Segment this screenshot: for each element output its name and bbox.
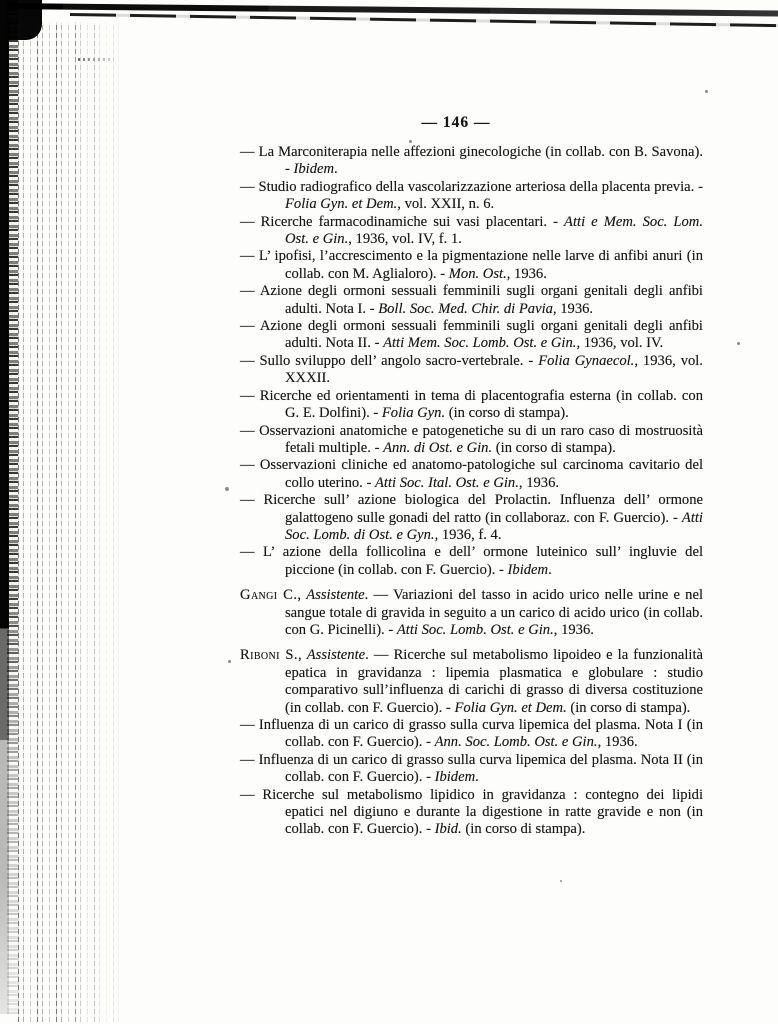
bibliography-entry bbox=[240, 283, 703, 318]
bibliography-entry bbox=[240, 214, 703, 249]
text-run: Atti Soc. Lomb. Ost. e Gin. bbox=[396, 621, 554, 638]
text-run: — Ricerche ed orientamenti in tema di placentografia esterna (in collab. con G. E. Dolfini). - bbox=[240, 387, 703, 422]
bibliography-entry bbox=[240, 318, 703, 353]
text-run: — La Marconiterapia nelle affezioni ginecologiche (in collab. con B. Savona). - bbox=[240, 144, 703, 178]
bibliography-entry bbox=[240, 457, 703, 492]
page-number: — 146 — bbox=[421, 114, 491, 131]
text-run: — Influenza di un carico di grasso sulla curva lipemica del plasma. Nota I (in collab. con F. Guercio). - bbox=[240, 717, 703, 751]
text-run: — Ricerche sull’ azione biologica del Prolactin. Influenza dell’ ormone galattogeno sulle gonadi del ratto (in collaboraz. con F. Guercio). - bbox=[240, 492, 703, 526]
scan-speck bbox=[409, 140, 412, 143]
bibliography-entry bbox=[240, 179, 703, 214]
text-run: — Studio radiografico della vascolarizzazione arteriosa della placenta previa. - bbox=[240, 178, 703, 195]
text-run: , 1936, f. 4. bbox=[434, 526, 502, 543]
text-run: Folia Gynaecol. bbox=[538, 352, 635, 369]
text-run: — L’ ipofisi, l’accrescimento e la pigmentazione nelle larve di anfibi anuri (in collab. con M. Aglialoro). - bbox=[240, 248, 703, 282]
scan-speck bbox=[560, 880, 562, 882]
text-run: Boll. Soc. Med. Chir. di Pavia bbox=[378, 300, 553, 317]
text-run: (in corso di stampa). bbox=[461, 821, 586, 838]
bibliography-entry bbox=[240, 752, 703, 787]
scan-artifact-edge-texture bbox=[7, 0, 18, 1014]
text-run: , bbox=[297, 647, 307, 664]
text-run: , 1936, vol. XXXII. bbox=[285, 352, 703, 387]
text-run: Folia Gyn. bbox=[381, 405, 446, 422]
text-run: , 1936. bbox=[518, 474, 560, 491]
text-run: — Ricerche sul metabolismo lipidico in gravidanza : contegno dei lipidi epatici nel digiuno e durante la digestione in ratte gravide e non (in collab. con F. Guercio). - bbox=[240, 786, 703, 838]
text-run: Folia Gyn. et Dem. bbox=[454, 699, 567, 716]
text-run: Ibidem bbox=[293, 161, 335, 178]
text-run: Ann. di Ost. e Gin. bbox=[383, 439, 493, 456]
text-run: Ibidem bbox=[507, 561, 549, 578]
bibliography-entry bbox=[240, 492, 703, 544]
text-run: . bbox=[548, 561, 552, 578]
bibliography-list bbox=[240, 144, 703, 839]
scan-speck bbox=[225, 487, 229, 491]
scan-speck bbox=[705, 90, 708, 93]
text-run: Folia Gyn. et Dem. bbox=[285, 196, 398, 213]
text-run: Riboni S. bbox=[240, 647, 298, 664]
text-run: Gangi C. bbox=[240, 587, 298, 604]
text-run: — Azione degli ormoni sessuali femminili sugli organi genitali degli anfibi adulti. Nota I. - bbox=[240, 283, 703, 317]
text-run: . — Ricerche sul metabolismo lipoideo e la funzionalità epatica in gravidanza : lipemia plasmatica e globulare : studio comparativo sull’influenza di carichi di grasso di diversa costituzione (in collab. con F. Guercio). - bbox=[285, 647, 704, 716]
text-run: — Osservazioni cliniche ed anatomo-patologiche sul carcinoma cavitario del collo uterino. - bbox=[240, 457, 703, 491]
text-run: Mon. Ost. bbox=[448, 265, 507, 282]
text-run: (in corso di stampa). bbox=[566, 699, 691, 716]
bibliography-entry bbox=[240, 717, 703, 752]
text-run: — Influenza di un carico di grasso sulla curva lipemica del plasma. Nota II (in collab. con F. Guercio). - bbox=[240, 751, 703, 786]
text-run: , 1936. bbox=[553, 621, 594, 638]
text-run: , 1936. bbox=[552, 300, 594, 317]
text-run: , bbox=[297, 587, 307, 604]
bibliography-entry bbox=[240, 144, 703, 179]
scan-speck bbox=[737, 342, 740, 345]
scan-artifact-top-streak bbox=[0, 3, 778, 17]
scan-artifact-gutter-streaks bbox=[18, 22, 120, 1022]
scan-artifact-left-edge bbox=[0, 0, 9, 1014]
bibliography-entry bbox=[240, 787, 703, 839]
text-run: Ann. Soc. Lomb. Ost. e Gin. bbox=[434, 734, 598, 751]
text-run: , vol. XXII, n. 6. bbox=[397, 196, 495, 213]
text-run: Atti Mem. Soc. Lomb. Ost. e Gin. bbox=[383, 335, 577, 352]
text-run: Ibidem bbox=[434, 769, 476, 786]
text-run: , 1936. bbox=[506, 265, 547, 282]
scan-speck bbox=[228, 660, 231, 663]
text-run: . bbox=[475, 769, 479, 786]
bibliography-entry bbox=[240, 587, 703, 639]
scan-artifact-top-streak bbox=[70, 13, 778, 27]
text-run: — Sullo sviluppo dell’ angolo sacro-vertebrale. - bbox=[240, 352, 539, 369]
scan-artifact-top-mark bbox=[78, 58, 114, 61]
text-run: — Ricerche farmacodinamiche sui vasi placentari. - bbox=[240, 213, 565, 230]
text-run: (in corso di stampa). bbox=[492, 439, 616, 456]
text-run: . bbox=[334, 161, 338, 178]
bibliography-entry bbox=[240, 388, 703, 423]
bibliography-entry bbox=[240, 544, 703, 579]
text-run: , 1936, vol. IV, f. 1. bbox=[348, 231, 462, 248]
text-run: — Azione degli ormoni sessuali femminili sugli organi genitali degli anfibi adulti. Nota II. - bbox=[240, 318, 703, 352]
bibliography-entry bbox=[240, 248, 703, 283]
scan-artifact-corner-blob bbox=[0, 0, 42, 40]
text-run: . — Variazioni del tasso in acido urico nelle urine e nel sangue totale di gravida in seguito a un carico di acido urico (in collab. con G. Picinelli). - bbox=[285, 587, 703, 638]
text-run: Ibid. bbox=[434, 821, 462, 838]
text-run: — Osservazioni anatomiche e patogenetiche su di un raro caso di mostruosità fetali multiple. - bbox=[240, 422, 703, 456]
text-run: — L’ azione della follicolina e dell’ ormone luteinico sull’ ingluvie del piccione (in collab. con F. Guercio). - bbox=[240, 544, 703, 578]
bibliography-entry bbox=[240, 647, 703, 717]
text-run: Assistente bbox=[306, 647, 366, 664]
text-run: (in corso di stampa). bbox=[445, 405, 569, 422]
text-run: Atti e Mem. Soc. Lom. Ost. e Gin. bbox=[285, 213, 703, 248]
text-run: Assistente bbox=[306, 587, 365, 604]
text-run: , 1936, vol. IV. bbox=[576, 335, 664, 352]
bibliography-entry bbox=[240, 353, 703, 388]
text-run: Atti Soc. Lomb. di Ost. e Gyn. bbox=[285, 509, 703, 543]
text-run: Atti Soc. Ital. Ost. e Gin. bbox=[374, 474, 519, 491]
bibliography-entry bbox=[240, 423, 703, 458]
text-run: , 1936. bbox=[597, 734, 638, 751]
